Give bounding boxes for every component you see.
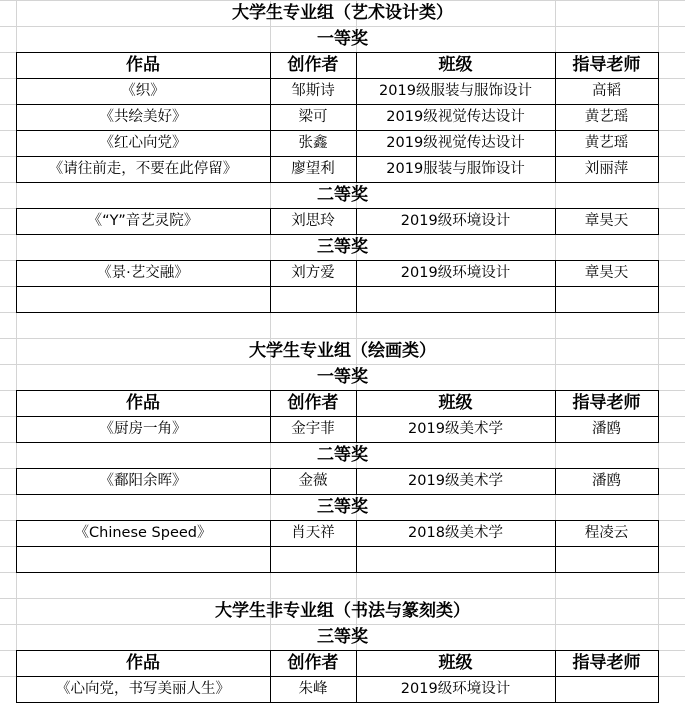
table-border xyxy=(555,520,556,572)
table-border xyxy=(356,390,357,442)
table-cell[interactable]: 高韬 xyxy=(592,83,621,99)
table-border xyxy=(658,520,659,572)
column-header[interactable]: 班级 xyxy=(438,393,473,413)
table-cell[interactable]: 梁可 xyxy=(298,109,328,125)
table-border xyxy=(555,208,556,234)
table-cell[interactable]: 2019级视觉传达设计 xyxy=(386,109,525,125)
table-cell[interactable]: 黄艺瑶 xyxy=(584,109,629,125)
table-cell[interactable]: 《织》 xyxy=(121,83,165,99)
table-border xyxy=(16,390,659,391)
table-cell[interactable] xyxy=(356,286,555,312)
table-border xyxy=(16,52,659,53)
table-border xyxy=(16,468,17,494)
table-border xyxy=(16,260,17,312)
section-title: 大学生专业组（绘画类） xyxy=(249,341,436,361)
table-cell[interactable]: 《Chinese Speed》 xyxy=(74,525,212,541)
table-border xyxy=(16,520,659,521)
prize-heading: 三等奖 xyxy=(317,497,368,517)
table-cell[interactable]: 《厨房一角》 xyxy=(99,421,187,437)
table-cell[interactable]: 潘鸥 xyxy=(592,421,621,437)
section-title: 大学生专业组（艺术设计类） xyxy=(232,3,453,23)
prize-heading: 一等奖 xyxy=(317,367,368,387)
table-cell[interactable]: 黄艺瑶 xyxy=(584,135,629,151)
table-border xyxy=(658,260,659,312)
table-border xyxy=(270,650,271,702)
table-border xyxy=(658,650,659,702)
table-border xyxy=(16,572,659,573)
table-border xyxy=(270,52,271,182)
table-cell[interactable]: 《红心向党》 xyxy=(99,135,187,151)
table-border xyxy=(658,52,659,182)
table-border xyxy=(16,650,659,651)
table-border xyxy=(555,390,556,442)
prize-heading: 三等奖 xyxy=(317,237,368,257)
prize-heading: 二等奖 xyxy=(317,185,368,205)
table-cell[interactable] xyxy=(16,546,270,572)
table-cell[interactable]: 章昊天 xyxy=(584,265,629,281)
table-cell[interactable]: 2018级美术学 xyxy=(408,525,503,541)
table-border xyxy=(658,468,659,494)
table-border xyxy=(356,52,357,182)
table-border xyxy=(555,260,556,312)
table-cell[interactable]: 刘丽萍 xyxy=(584,161,629,177)
table-cell[interactable]: 金薇 xyxy=(298,473,328,489)
table-cell[interactable] xyxy=(16,286,270,312)
column-header[interactable]: 指导老师 xyxy=(572,55,641,75)
table-border xyxy=(356,650,357,702)
table-cell[interactable]: 章昊天 xyxy=(584,213,629,229)
table-border xyxy=(16,208,17,234)
table-cell[interactable]: 2019级视觉传达设计 xyxy=(386,135,525,151)
table-cell[interactable]: 《景·艺交融》 xyxy=(97,265,189,281)
table-cell[interactable]: 2019服装与服饰设计 xyxy=(386,161,525,177)
table-border xyxy=(356,520,357,572)
table-border xyxy=(16,650,17,702)
table-cell[interactable]: 2019级美术学 xyxy=(408,473,503,489)
table-cell[interactable]: 2019级服装与服饰设计 xyxy=(379,83,532,99)
prize-heading: 二等奖 xyxy=(317,445,368,465)
column-header[interactable]: 作品 xyxy=(126,55,160,75)
table-border xyxy=(356,260,357,312)
table-cell[interactable]: 朱峰 xyxy=(298,681,328,697)
column-header[interactable]: 班级 xyxy=(438,653,473,673)
table-cell[interactable] xyxy=(270,546,356,572)
column-header[interactable]: 指导老师 xyxy=(572,653,641,673)
column-header[interactable]: 创作者 xyxy=(287,653,339,673)
column-header[interactable]: 班级 xyxy=(438,55,473,75)
table-border xyxy=(356,208,357,234)
table-border xyxy=(555,468,556,494)
prize-heading: 一等奖 xyxy=(317,29,368,49)
table-cell[interactable] xyxy=(356,546,555,572)
table-cell[interactable]: 潘鸥 xyxy=(592,473,621,489)
table-border xyxy=(16,468,659,469)
prize-heading: 三等奖 xyxy=(317,627,368,647)
column-header[interactable]: 作品 xyxy=(126,653,160,673)
table-border xyxy=(16,390,17,442)
table-border xyxy=(270,520,271,572)
table-cell[interactable]: 2019级环境设计 xyxy=(400,213,511,229)
table-border xyxy=(16,260,659,261)
table-border xyxy=(270,260,271,312)
table-cell[interactable]: 2019级环境设计 xyxy=(400,681,511,697)
table-border xyxy=(356,468,357,494)
table-cell[interactable]: 2019级环境设计 xyxy=(400,265,511,281)
table-border xyxy=(658,390,659,442)
table-cell[interactable]: 《共绘美好》 xyxy=(99,109,187,125)
table-border xyxy=(16,520,17,572)
table-border xyxy=(16,312,659,313)
table-cell[interactable]: 金宇菲 xyxy=(291,421,335,437)
table-border xyxy=(16,52,17,182)
table-border xyxy=(270,208,271,234)
table-cell[interactable] xyxy=(555,286,658,312)
column-header[interactable]: 创作者 xyxy=(287,55,339,75)
table-cell[interactable] xyxy=(555,676,658,702)
column-header[interactable]: 作品 xyxy=(126,393,160,413)
table-cell[interactable]: 肖天祥 xyxy=(291,525,335,541)
table-cell[interactable] xyxy=(555,546,658,572)
column-header[interactable]: 指导老师 xyxy=(572,393,641,413)
table-border xyxy=(270,390,271,442)
table-cell[interactable]: 《心向党，书写美丽人生》 xyxy=(56,681,230,697)
table-border xyxy=(270,468,271,494)
table-cell[interactable]: 《请往前走，不要在此停留》 xyxy=(48,161,238,177)
column-header[interactable]: 创作者 xyxy=(287,393,339,413)
table-cell[interactable]: 2019级美术学 xyxy=(408,421,503,437)
table-cell[interactable]: 廖望利 xyxy=(291,161,335,177)
table-cell[interactable]: 邹斯诗 xyxy=(291,83,335,99)
table-cell[interactable]: 张鑫 xyxy=(298,135,328,151)
table-cell[interactable]: 《鄱阳余晖》 xyxy=(99,473,187,489)
table-cell[interactable]: 刘思玲 xyxy=(291,213,335,229)
table-border xyxy=(555,52,556,182)
table-cell[interactable]: 《“Y”音艺灵院》 xyxy=(87,213,199,229)
table-border xyxy=(555,650,556,702)
table-cell[interactable] xyxy=(270,286,356,312)
table-border xyxy=(16,208,659,209)
table-cell[interactable]: 刘方爱 xyxy=(291,265,335,281)
section-title: 大学生非专业组（书法与篆刻类） xyxy=(215,601,470,621)
table-cell[interactable]: 程凌云 xyxy=(584,525,629,541)
table-border xyxy=(658,208,659,234)
